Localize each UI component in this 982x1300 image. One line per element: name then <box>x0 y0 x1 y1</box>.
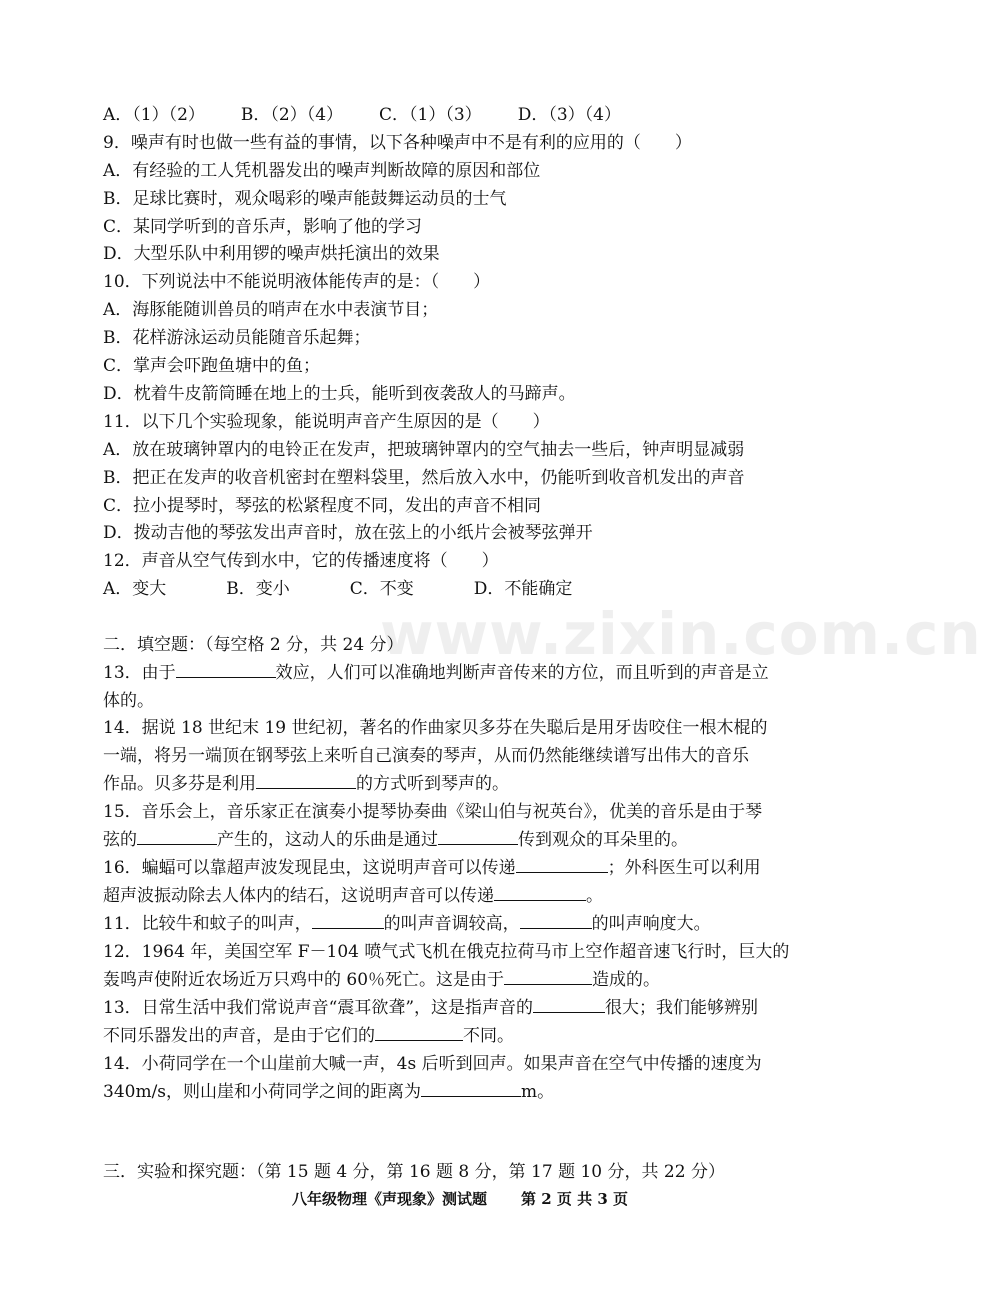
question-12-options <box>103 577 572 601</box>
question-11-option-b: B．把正在发声的收音机密封在塑料袋里，然后放入水中，仍能听到收音机发出的声音 <box>103 468 745 488</box>
fill-11-line-1: 11．比较牛和蚊子的叫声， 的叫声音调较高， 的叫声响度大。 <box>103 914 711 934</box>
question-9: 9．噪声有时也做一些有益的事情，以下各种噪声中不是有利的应用的（ ） <box>103 133 692 153</box>
fill-12-line-1: 12．1964 年，美国空军 F－104 喷气式飞机在俄克拉荷马市上空作超音速飞行时，巨大的 <box>103 942 790 962</box>
answer-blank[interactable] <box>533 996 605 1013</box>
question-11-option-d: D．拨动吉他的琴弦发出声音时，放在弦上的小纸片会被琴弦弹开 <box>103 523 593 543</box>
question-10-option-d: D．枕着牛皮箭筒睡在地上的士兵，能听到夜袭敌人的马蹄声。 <box>103 384 576 404</box>
option-c: C．不变 <box>349 579 414 599</box>
option-a: A．变大 <box>103 579 167 599</box>
question-10-option-c: C．掌声会吓跑鱼塘中的鱼； <box>103 356 321 376</box>
fill-16-line-1: 16．蝙蝠可以靠超声波发现昆虫，这说明声音可以传递 ；外科医生可以利用 <box>103 858 761 878</box>
option-d: D．不能确定 <box>473 579 573 599</box>
answer-blank[interactable] <box>520 912 592 929</box>
q8-options <box>103 103 621 127</box>
answer-blank[interactable] <box>494 884 586 901</box>
answer-blank[interactable] <box>421 1080 521 1097</box>
option-b: B．（2）（4） <box>240 105 344 125</box>
fill-16-line-2: 超声波振动除去人体内的结石，这说明声音可以传递 。 <box>103 886 603 906</box>
section-3-heading: 三．实验和探究题：（第 15 题 4 分，第 16 题 8 分，第 17 题 10 分，共 22 分） <box>103 1162 725 1182</box>
fill-14b-line-2: 340m/s，则山崖和小荷同学之间的距离为 m。 <box>103 1082 555 1102</box>
fill-12-line-2: 轰鸣声使附近农场近万只鸡中的 60％死亡。这是由于 造成的。 <box>103 970 661 990</box>
fill-15-line-1: 15．音乐会上，音乐家正在演奏小提琴协奏曲《梁山伯与祝英台》，优美的音乐是由于琴 <box>103 802 763 822</box>
answer-blank[interactable] <box>516 856 608 873</box>
question-9-option-c: C．某同学听到的音乐声，影响了他的学习 <box>103 217 423 237</box>
fill-14-line-3: 作品。贝多芬是利用 的方式听到琴声的。 <box>103 774 509 794</box>
fill-13b-line-2: 不同乐器发出的声音，是由于它们的 不同。 <box>103 1026 514 1046</box>
answer-blank[interactable] <box>176 661 276 678</box>
question-9-option-a: A．有经验的工人凭机器发出的噪声判断故障的原因和部位 <box>103 161 541 181</box>
answer-blank[interactable] <box>256 772 356 789</box>
question-11-option-c: C．拉小提琴时，琴弦的松紧程度不同，发出的声音不相同 <box>103 496 542 516</box>
option-a: A．（1）（2） <box>103 105 205 125</box>
option-d: D．（3）（4） <box>517 105 621 125</box>
fill-13-line-2: 体的。 <box>103 691 154 711</box>
question-9-option-b: B．足球比赛时，观众喝彩的噪声能鼓舞运动员的士气 <box>103 189 507 209</box>
answer-blank[interactable] <box>137 828 217 845</box>
section-2-heading: 二．填空题：（每空格 2 分，共 24 分） <box>103 635 404 655</box>
question-11-option-a: A．放在玻璃钟罩内的电铃正在发声，把玻璃钟罩内的空气抽去一些后，钟声明显减弱 <box>103 440 745 460</box>
option-b: B．变小 <box>226 579 290 599</box>
fill-14-line-1: 14．据说 18 世纪末 19 世纪初，著名的作曲家贝多芬在失聪后是用牙齿咬住一根木棍的 <box>103 718 768 738</box>
answer-blank[interactable] <box>312 912 384 929</box>
question-10-option-b: B．花样游泳运动员能随音乐起舞； <box>103 328 371 348</box>
fill-15-line-2: 弦的 产生的，这动人的乐曲是通过 传到观众的耳朵里的。 <box>103 830 688 850</box>
question-9-option-d: D．大型乐队中利用锣的噪声烘托演出的效果 <box>103 244 440 264</box>
watermark-text: www.zixin.com.cn <box>380 600 982 668</box>
page-footer <box>0 1188 920 1209</box>
question-10: 10．下列说法中不能说明液体能传声的是：（ ） <box>103 272 491 292</box>
question-12: 12．声音从空气传到水中，它的传播速度将（ ） <box>103 551 499 571</box>
question-11: 11．以下几个实验现象，能说明声音产生原因的是（ ） <box>103 412 550 432</box>
fill-14b-line-1: 14．小荷同学在一个山崖前大喊一声，4s 后听到回声。如果声音在空气中传播的速度为 <box>103 1054 762 1074</box>
footer-page-number: 第 2 页 共 3 页 <box>521 1190 628 1208</box>
fill-14-line-2: 一端，将另一端顶在钢琴弦上来听自己演奏的琴声，从而仍然能继续谱写出伟大的音乐 <box>103 746 749 766</box>
fill-13-line-1: 13．由于 效应，人们可以准确地判断声音传来的方位，而且听到的声音是立 <box>103 663 769 683</box>
answer-blank[interactable] <box>438 828 518 845</box>
footer-title: 八年级物理《声现象》测试题 <box>291 1190 487 1208</box>
question-10-option-a: A．海豚能随训兽员的哨声在水中表演节目； <box>103 300 439 320</box>
answer-blank[interactable] <box>375 1024 463 1041</box>
answer-blank[interactable] <box>504 968 592 985</box>
option-c: C．（1）（3） <box>379 105 482 125</box>
fill-13b-line-1: 13．日常生活中我们常说声音“震耳欲聋”，这是指声音的 很大；我们能够辨别 <box>103 998 759 1018</box>
